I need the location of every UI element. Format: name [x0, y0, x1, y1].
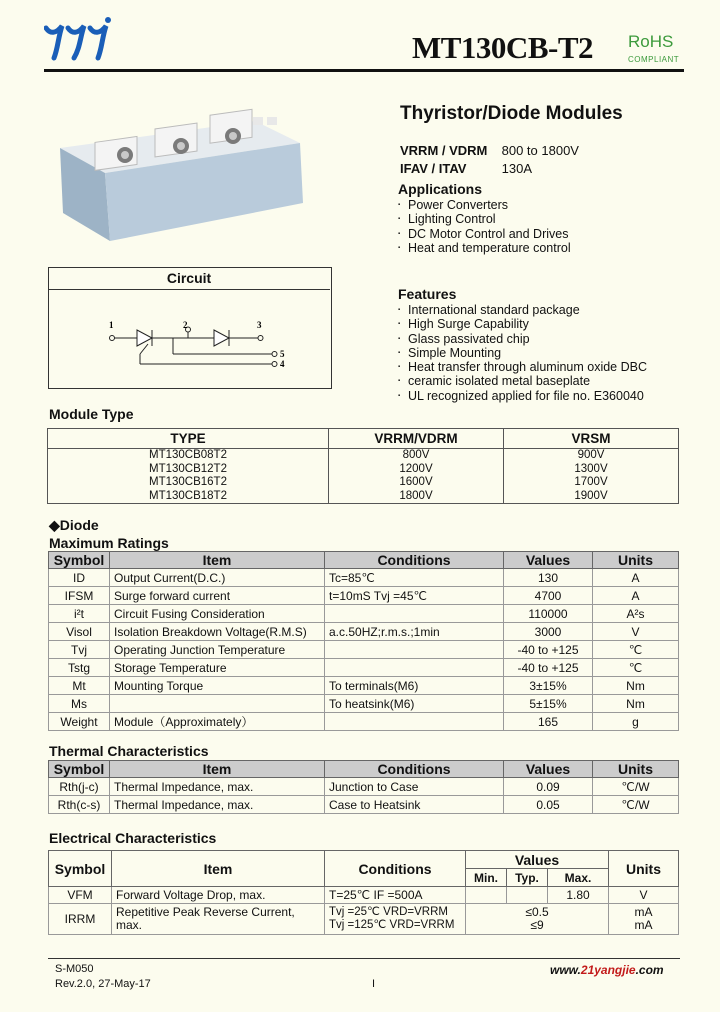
table-row: VFM Forward Voltage Drop, max. T=25℃ IF =500A 1.80 V: [49, 887, 679, 904]
table-cell: Nm: [593, 677, 679, 695]
rohs-mark: RoHS: [628, 32, 674, 51]
list-item-continued: ▪ ceramic isolated metal baseplate: [398, 374, 647, 388]
module-photo: [55, 103, 310, 243]
table-cell: 1800V: [329, 490, 504, 504]
table-cell: 800V: [329, 449, 504, 463]
table-row: [49, 796, 679, 814]
spec-value: 800 to 1800V: [501, 143, 579, 158]
table-cell: Nm: [593, 695, 679, 713]
column-header: Max.: [548, 869, 609, 887]
terminal-label: 1: [109, 320, 114, 330]
list-item: ▪ International standard package: [398, 303, 647, 317]
table-cell: Operating Junction Temperature: [110, 641, 325, 659]
table-cell: Output Current(D.C.): [110, 569, 325, 587]
table-cell: Module（Approximately）: [110, 713, 325, 731]
table-cell: MT130CB12T2: [48, 463, 329, 477]
table-cell: ℃/W: [593, 796, 679, 814]
footer-revision: Rev.2.0, 27-May-17: [55, 978, 151, 990]
table-cell: 1200V: [329, 463, 504, 477]
table-cell: 0.05: [504, 796, 593, 814]
list-item: ▪ Heat and temperature control: [398, 241, 571, 255]
column-header: TYPE: [48, 429, 329, 449]
list-item: ▪ Heat transfer through aluminum oxide DBC: [398, 360, 647, 374]
table-row: [49, 659, 679, 677]
footer-divider: [48, 958, 680, 959]
diode-title: ◆Diode: [49, 517, 99, 533]
list-item: ▪ UL recognized applied for file no. E360040: [398, 389, 647, 403]
list-item: ▪ Power Converters: [398, 198, 571, 212]
list-item: ▪ Lighting Control: [398, 212, 571, 226]
table-row: [49, 778, 679, 796]
thermal-title: Thermal Characteristics: [49, 743, 209, 759]
footer-code: S-M050: [55, 963, 94, 975]
table-cell: MT130CB16T2: [48, 476, 329, 490]
table-cell: [325, 605, 504, 623]
table-cell: [325, 641, 504, 659]
table-cell: Circuit Fusing Consideration: [110, 605, 325, 623]
spec-label: VRRM / VDRM: [400, 143, 488, 158]
table-cell: 0.09: [504, 778, 593, 796]
table-cell: A: [593, 569, 679, 587]
list-item: ▪ High Surge Capability: [398, 317, 647, 331]
list-item: ▪ DC Motor Control and Drives: [398, 227, 571, 241]
max-ratings-title: Maximum Ratings: [49, 535, 169, 551]
table-cell: ℃/W: [593, 778, 679, 796]
table-cell: MT130CB08T2: [48, 449, 329, 463]
spec-row: [400, 161, 532, 176]
column-header: Symbol: [49, 552, 110, 569]
column-header: Units: [593, 552, 679, 569]
table-cell: g: [593, 713, 679, 731]
table-cell: Junction to Case: [325, 778, 504, 796]
column-header: Symbol: [49, 851, 112, 887]
table-cell: 900V: [504, 449, 679, 463]
list-item: ▪ Glass passivated chip: [398, 332, 647, 346]
part-number: MT130CB-T2: [412, 30, 593, 65]
column-header: Symbol: [49, 761, 110, 778]
table-row: [49, 695, 679, 713]
table-cell: Mt: [49, 677, 110, 695]
table-cell: Thermal Impedance, max.: [110, 796, 325, 814]
column-header: Values: [504, 552, 593, 569]
table-cell: [325, 659, 504, 677]
table-cell: ℃: [593, 641, 679, 659]
spec-row: [400, 143, 579, 158]
table-row: [48, 449, 679, 463]
table-cell: a.c.50HZ;r.m.s.;1min: [325, 623, 504, 641]
table-cell: Tc=85℃: [325, 569, 504, 587]
table-row: [49, 569, 679, 587]
product-title: Thyristor/Diode Modules: [400, 103, 623, 124]
table-cell: Weight: [49, 713, 110, 731]
column-header: VRRM/VDRM: [329, 429, 504, 449]
page-number: I: [372, 978, 376, 990]
table-cell: ℃: [593, 659, 679, 677]
column-header: Units: [609, 851, 679, 887]
table-cell: IFSM: [49, 587, 110, 605]
column-header: Item: [112, 851, 325, 887]
table-cell: Visol: [49, 623, 110, 641]
circuit-title: Circuit: [48, 267, 330, 290]
table-row: [48, 476, 679, 490]
table-row: [49, 641, 679, 659]
applications-list: [398, 198, 571, 255]
table-cell: 130: [504, 569, 593, 587]
table-cell: 4700: [504, 587, 593, 605]
table-row: IRRM Repetitive Peak Reverse Current, max. Tvj =25℃ VRD=VRRM Tvj =125℃ VRD=VRRM ≤0.5 ≤9 mA mA: [49, 904, 679, 935]
table-row: [49, 677, 679, 695]
table-cell: Tstg: [49, 659, 110, 677]
table-cell: Case to Heatsink: [325, 796, 504, 814]
table-cell: Rth(c-s): [49, 796, 110, 814]
table-cell: 1900V: [504, 490, 679, 504]
column-header: VRSM: [504, 429, 679, 449]
table-cell: 3±15%: [504, 677, 593, 695]
table-cell: Rth(j-c): [49, 778, 110, 796]
table-cell: To heatsink(M6): [325, 695, 504, 713]
table-cell: [325, 713, 504, 731]
table-cell: 1600V: [329, 476, 504, 490]
table-cell: V: [593, 623, 679, 641]
table-cell: Storage Temperature: [110, 659, 325, 677]
rohs-compliant: COMPLIANT: [628, 55, 680, 64]
column-header: Item: [110, 552, 325, 569]
table-row: [48, 463, 679, 477]
table-cell: A: [593, 587, 679, 605]
features-list: [398, 303, 647, 403]
module-type-title: Module Type: [49, 406, 134, 422]
module-type-table: [47, 428, 679, 504]
table-row: [49, 587, 679, 605]
list-item: ▪ Simple Mounting: [398, 346, 647, 360]
table-cell: Ms: [49, 695, 110, 713]
table-cell: -40 to +125: [504, 641, 593, 659]
table-row: [49, 713, 679, 731]
table-cell: Mounting Torque: [110, 677, 325, 695]
table-cell: To terminals(M6): [325, 677, 504, 695]
table-cell: MT130CB18T2: [48, 490, 329, 504]
table-cell: t=10mS Tvj =45℃: [325, 587, 504, 605]
table-cell: Tvj: [49, 641, 110, 659]
table-cell: 1700V: [504, 476, 679, 490]
table-cell: 3000: [504, 623, 593, 641]
column-header: Conditions: [325, 552, 504, 569]
table-cell: i²t: [49, 605, 110, 623]
electrical-title: Electrical Characteristics: [49, 830, 217, 846]
company-logo-icon: [44, 14, 114, 64]
column-header: Values: [466, 851, 609, 869]
table-row: [49, 623, 679, 641]
applications-title: Applications: [398, 181, 483, 197]
terminal-label: 4: [280, 359, 285, 369]
table-cell: 165: [504, 713, 593, 731]
terminal-label: 3: [257, 320, 262, 330]
terminal-label: 2: [183, 320, 188, 330]
column-header: Values: [504, 761, 593, 778]
features-title: Features: [398, 286, 457, 302]
table-cell: -40 to +125: [504, 659, 593, 677]
table-cell: Thermal Impedance, max.: [110, 778, 325, 796]
table-row: [49, 605, 679, 623]
website-link[interactable]: www.21yangjie.com: [550, 963, 664, 977]
thermal-table: [48, 760, 679, 814]
spec-label: IFAV / ITAV: [400, 161, 467, 176]
header-divider: [44, 69, 684, 72]
terminal-label: 5: [280, 349, 285, 359]
column-header: Conditions: [325, 761, 504, 778]
max-ratings-table: [48, 551, 679, 731]
table-cell: 5±15%: [504, 695, 593, 713]
table-row: [48, 490, 679, 504]
table-cell: A²s: [593, 605, 679, 623]
circuit-diagram: [100, 318, 300, 374]
table-cell: Surge forward current: [110, 587, 325, 605]
spec-value: 130A: [501, 161, 532, 176]
column-header: Conditions: [325, 851, 466, 887]
column-header: Typ.: [507, 869, 548, 887]
table-cell: ID: [49, 569, 110, 587]
table-cell: 1300V: [504, 463, 679, 477]
table-cell: 110000: [504, 605, 593, 623]
column-header: Units: [593, 761, 679, 778]
table-cell: [110, 695, 325, 713]
column-header: Min.: [466, 869, 507, 887]
column-header: Item: [110, 761, 325, 778]
electrical-table: [48, 850, 679, 935]
table-cell: Isolation Breakdown Voltage(R.M.S): [110, 623, 325, 641]
